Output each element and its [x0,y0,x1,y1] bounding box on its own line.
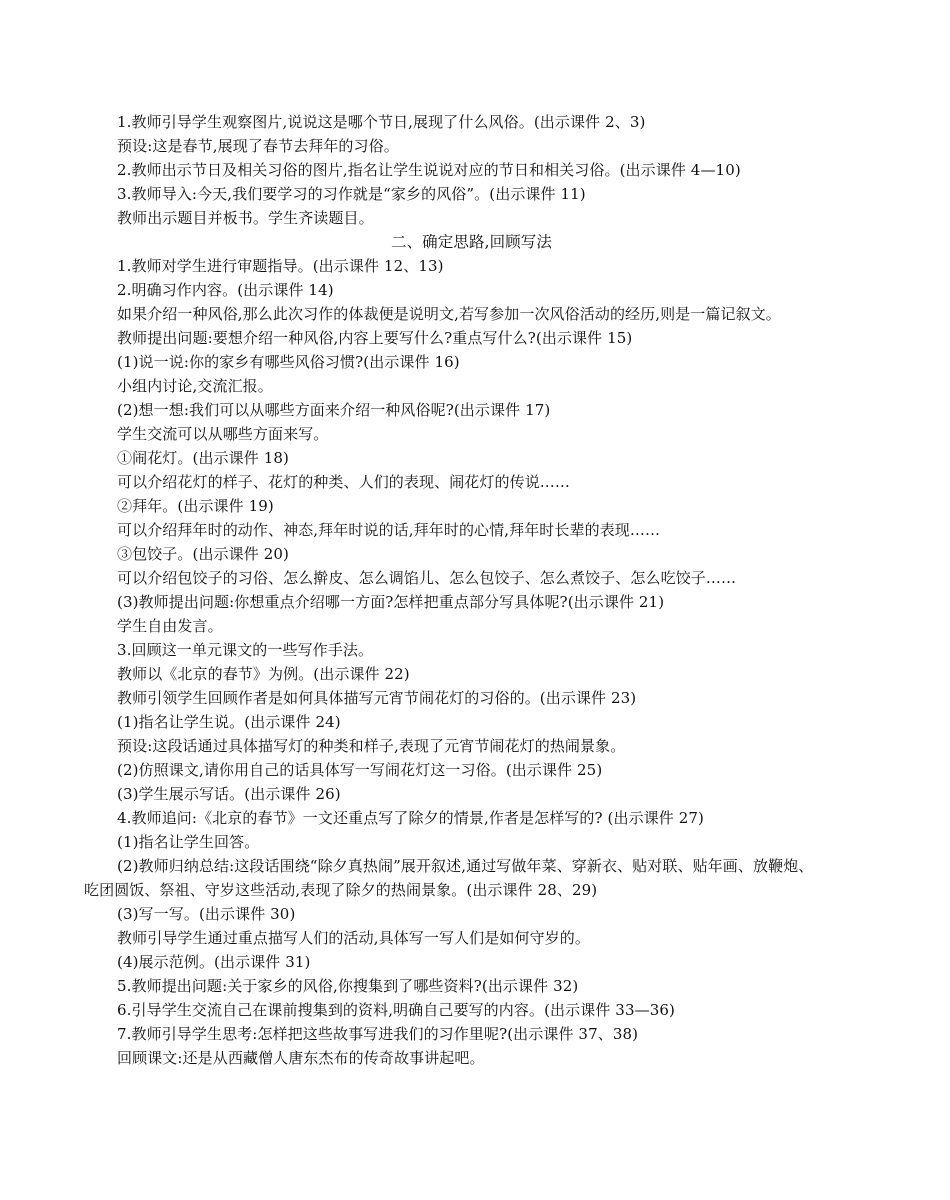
paragraph-line: (4)展示范例。(出示课件 31) [117,953,311,971]
paragraph-line: ②拜年。(出示课件 19) [117,497,274,515]
paragraph-line: (2)仿照课文,请你用自己的话具体写一写闹花灯这一习俗。(出示课件 25) [117,761,603,779]
paragraph-line: ①闹花灯。(出示课件 18) [117,449,289,467]
paragraph-line: 教师引导学生通过重点描写人们的活动,具体写一写人们是如何守岁的。 [117,929,590,947]
paragraph-line: 4.教师追问:《北京的春节》一文还重点写了除夕的情景,作者是怎样写的? (出示课件 27) [117,809,705,827]
paragraph-line: (3)写一写。(出示课件 30) [117,905,296,923]
paragraph-line: (1)指名让学生回答。 [117,833,260,851]
paragraph-line: 3.回顾这一单元课文的一些写作手法。 [117,641,374,659]
paragraph-line: 可以介绍花灯的样子、花灯的种类、人们的表现、闹花灯的传说…… [117,473,571,491]
paragraph-line: 学生自由发言。 [117,617,223,635]
paragraph-line: 预设:这是春节,展现了春节去拜年的习俗。 [117,137,399,155]
paragraph-line: 1.教师引导学生观察图片,说说这是哪个节日,展现了什么风俗。(出示课件 2、3) [117,113,646,131]
paragraph-line: 预设:这段话通过具体描写灯的种类和样子,表现了元宵节闹花灯的热闹景象。 [117,737,626,755]
paragraph-line: 学生交流可以从哪些方面来写。 [117,425,329,443]
paragraph-line: 7.教师引导学生思考:怎样把这些故事写进我们的习作里呢?(出示课件 37、38) [117,1025,639,1043]
paragraph-line: ③包饺子。(出示课件 20) [117,545,289,563]
paragraph-line: 6.引导学生交流自己在课前搜集到的资料,明确自己要写的内容。(出示课件 33—36) [117,1001,675,1019]
paragraph-line-continued: 吃团圆饭、祭祖、守岁这些活动,表现了除夕的热闹景象。(出示课件 28、29) [84,881,598,899]
paragraph-line: 1.教师对学生进行审题指导。(出示课件 12、13) [117,257,444,275]
paragraph-line: 教师以《北京的春节》为例。(出示课件 22) [117,665,410,683]
paragraph-line: (2)想一想:我们可以从哪些方面来介绍一种风俗呢?(出示课件 17) [117,401,551,419]
paragraph-line: (3)教师提出问题:你想重点介绍哪一方面?怎样把重点部分写具体呢?(出示课件 21) [117,593,665,611]
paragraph-line: 回顾课文:还是从西藏僧人唐东杰布的传奇故事讲起吧。 [117,1049,485,1067]
paragraph-line: 2.教师出示节日及相关习俗的图片,指名让学生说说对应的节日和相关习俗。(出示课件 4—10) [117,161,741,179]
paragraph-line: 教师提出问题:要想介绍一种风俗,内容上要写什么?重点写什么?(出示课件 15) [117,329,633,347]
paragraph-line: (1)指名让学生说。(出示课件 24) [117,713,341,731]
paragraph-line: 3.教师导入:今天,我们要学习的习作就是“家乡的风俗”。(出示课件 11) [117,185,586,203]
paragraph-line: 可以介绍包饺子的习俗、怎么擀皮、怎么调馅儿、怎么包饺子、怎么煮饺子、怎么吃饺子…… [117,569,737,587]
paragraph-line: (1)说一说:你的家乡有哪些风俗习惯?(出示课件 16) [117,353,460,371]
paragraph-line: 可以介绍拜年时的动作、神态,拜年时说的话,拜年时的心情,拜年时长辈的表现…… [117,521,661,539]
lesson-plan-text [84,110,859,1070]
paragraph-line: 如果介绍一种风俗,那么此次习作的体裁便是说明文,若写参加一次风俗活动的经历,则是一篇记叙文。 [117,305,781,323]
paragraph-line: 教师出示题目并板书。学生齐读题目。 [117,209,374,227]
paragraph-line: 小组内讨论,交流汇报。 [117,377,273,395]
paragraph-line: 教师引领学生回顾作者是如何具体描写元宵节闹花灯的习俗的。(出示课件 23) [117,689,637,707]
paragraph-line: (2)教师归纳总结:这段话围绕“除夕真热闹”展开叙述,通过写做年菜、穿新衣、贴对联、贴年画、放鞭炮、 [117,857,814,875]
paragraph-line: 5.教师提出问题:关于家乡的风俗,你搜集到了哪些资料?(出示课件 32) [117,977,579,995]
paragraph-line: (3)学生展示写话。(出示课件 26) [117,785,341,803]
section-heading: 二、确定思路,回顾写法 [390,233,553,251]
paragraph-line: 2.明确习作内容。(出示课件 14) [117,281,334,299]
